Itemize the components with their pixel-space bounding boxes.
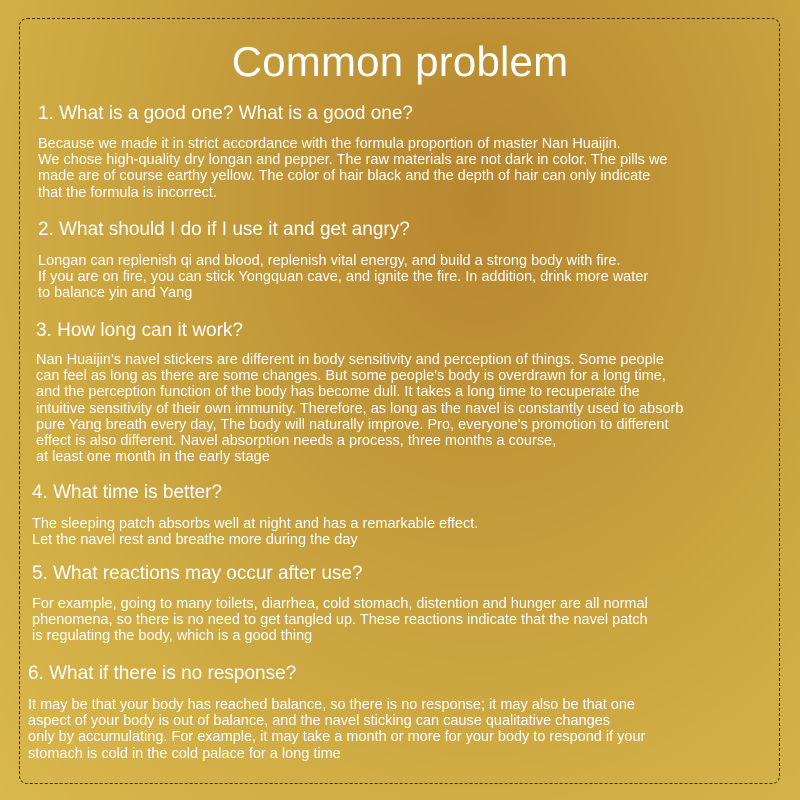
faq-answer-line: effect is also different. Navel absorption needs a process, three months a course, [36,433,557,450]
faq-question-1: 1. What is a good one? What is a good one? [38,103,413,124]
faq-answer-3 [36,352,756,465]
faq-answer-line: is regulating the body, which is a good thing [32,628,313,645]
faq-answer-line: stomach is cold in the cold palace for a long time [28,745,341,762]
faq-answer-line: phenomena, so there is no need to get tangled up. These reactions indicate that the navel patch [32,612,648,629]
faq-answer-line: It may be that your body has reached balance, so there is no response; it may also be that one [28,697,635,713]
faq-answer-line: that the formula is incorrect. [38,184,217,201]
faq-answer-line: and the perception function of the body has become dull. It takes a long time to recuperate the [36,384,640,401]
faq-question-2: 2. What should I do if I use it and get angry? [38,219,410,240]
faq-answer-line: only by accumulating. For example, it may take a month or more for your body to respond if your [28,729,646,746]
faq-answer-5 [32,596,752,645]
faq-answer-line: If you are on fire, you can stick Yongquan cave, and ignite the fire. In addition, drink more water [38,269,649,286]
faq-answer-line: at least one month in the early stage [36,449,270,466]
page-title: Common problem [231,38,569,85]
faq-answer-line: to balance yin and Yang [38,285,193,302]
faq-answer-line: made are of course earthy yellow. The color of hair black and the depth of hair can only indicate [38,168,651,185]
faq-answer-line: intuitive sensitivity of their own immunity. Therefore, as long as the navel is constantly used to absorb [36,400,684,417]
faq-answer-line: The sleeping patch absorbs well at night and has a remarkable effect. [32,516,479,532]
faq-answer-line: can feel as long as there are some changes. But some people's body is overdrawn for a long time, [36,368,666,385]
faq-question-5: 5. What reactions may occur after use? [32,563,363,584]
faq-answer-1 [38,136,758,201]
faq-answer-line: We chose high-quality dry longan and pepper. The raw materials are not dark in color. The pills we [38,152,668,169]
faq-answer-6 [28,697,748,762]
faq-answer-line: pure Yang breath every day, The body will naturally improve. Pro, everyone's promotion to different [36,416,669,433]
faq-answer-line: For example, going to many toilets, diarrhea, cold stomach, distention and hunger are all normal [32,596,648,612]
faq-answer-line: Nan Huaijin's navel stickers are different in body sensitivity and perception of things. Some people [36,352,664,368]
faq-question-4: 4. What time is better? [32,482,223,503]
faq-answer-line: Because we made it in strict accordance with the formula proportion of master Nan Huaijin. [38,136,621,152]
faq-answer-line: Longan can replenish qi and blood, replenish vital energy, and build a strong body with fire. [38,253,621,269]
faq-question-6: 6. What if there is no response? [28,663,297,684]
faq-question-3: 3. How long can it work? [36,320,243,341]
faq-answer-4 [32,516,752,548]
faq-answer-line: aspect of your body is out of balance, and the navel sticking can cause qualitative changes [28,713,610,730]
faq-answer-2 [38,253,758,302]
faq-answer-line: Let the navel rest and breathe more during the day [32,532,358,549]
